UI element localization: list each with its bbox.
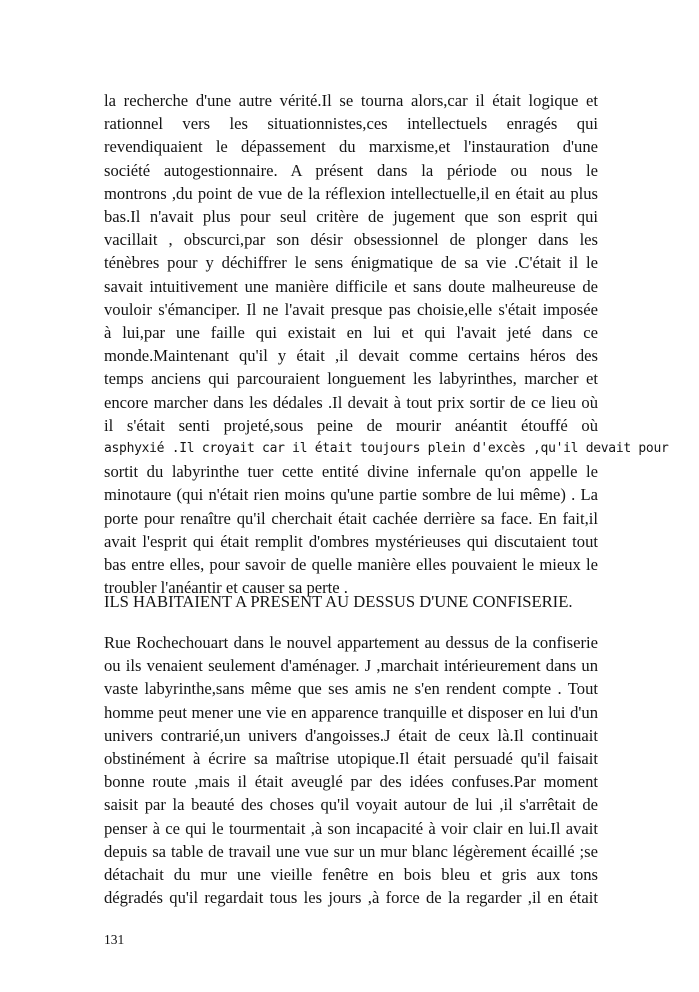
text-line: détachait du mur une vieille fenêtre en bois bleu et gris aux tons [104,865,598,885]
text-line: bonne route ,mais il était aveuglé par des idées confuses.Par moment [104,772,598,792]
text-line: saisit par la beauté des choses qu'il voyait autour de lui ,il s'arrêtait de [104,795,598,815]
text-line: univers contrarié,un univers d'angoisses.J était de ceux là.Il continuait [104,725,598,745]
text-line: temps anciens qui parcouraient longuement les labyrinthes, marcher et [104,369,598,389]
text-line: asphyxié .Il croyait car il était toujours plein d'excès ,qu'il devait pour [104,441,669,457]
text-line: société autogestionnaire. A présent dans la période ou nous le [104,160,598,180]
text-line: vacillait , obscurci,par son désir obsessionnel de plonger dans les [104,230,598,250]
paragraph-1 [104,89,669,599]
text-line: il s'était senti projeté,sous peine de mourir anéantit étouffé où [104,415,598,435]
text-line: depuis sa table de travail une vue sur un mur blanc légèrement écaillé ;se [104,841,598,861]
text-line: minotaure (qui n'était rien moins qu'une partie sombre de lui même) . La [104,485,598,505]
text-line: bas entre elles, pour savoir de quelle manière elles pouvaient le mieux le [104,555,598,575]
text-line: revendiquaient le dépassement du marxisme,et l'instauration d'une [104,137,598,157]
text-line: vouloir s'émanciper. Il ne l'avait presque pas choisie,elle s'était imposée [104,299,598,319]
text-line: montrons ,du point de vue de la réflexion intellectuelle,il en était au plus [104,183,598,203]
text-line: savait intuitivement une manière difficile et sans doute malheureuse de [104,276,598,296]
text-line: rationnel vers les situationnistes,ces intellectuels enragés qui [104,114,598,134]
text-line: porte pour renaître qu'il cherchait était cachée derrière sa face. En fait,il [104,508,598,528]
text-line: penser à ce qui le tourmentait ,à son incapacité à voir clair en lui.Il avait [104,818,598,838]
text-line: bas.Il n'avait plus pour seul critère de jugement que son esprit qui [104,207,598,227]
text-line: à lui,par une faille qui existait en lui et qui l'avait jeté dans ce [104,323,598,343]
text-line: vaste labyrinthe,sans même que ses amis ne s'en rendent compte . Tout [104,679,598,699]
text-line: la recherche d'une autre vérité.Il se tourna alors,car il était logique et [104,91,598,110]
text-line: ou ils venaient seulement d'aménager. J ,marchait intérieurement dans un [104,656,598,676]
text-line: ténèbres pour y déchiffrer le sens énigmatique de sa vie .C'était il le [104,253,598,273]
text-line: avait l'esprit qui était remplit d'ombres mystérieuses qui discutaient tout [104,531,598,551]
text-line: homme peut mener une vie en apparence tranquille et disposer en lui d'un [104,702,598,722]
text-line: encore marcher dans les dédales .Il devait à tout prix sortir de ce lieu où [104,392,598,412]
text-line: monde.Maintenant qu'il y était ,il devait comme certains héros des [104,346,598,366]
paragraph-2 [104,631,598,909]
text-line: dégradés qu'il regardait tous les jours ,à force de la regarder ,il en était [104,888,598,908]
section-heading: ILS HABITAIENT A PRESENT AU DESSUS D'UNE CONFISERIE. [104,592,573,611]
text-line: troubler l'anéantir et causer sa perte . [104,578,348,598]
text-line: Rue Rochechouart dans le nouvel appartement au dessus de la confiserie [104,633,598,652]
text-line: obstinément à écrire sa maîtrise utopique.Il était persuadé qu'il faisait [104,749,598,769]
page-number: 131 [104,932,125,947]
text-line: sortit du labyrinthe tuer cette entité divine infernale qu'on appelle le [104,462,598,482]
